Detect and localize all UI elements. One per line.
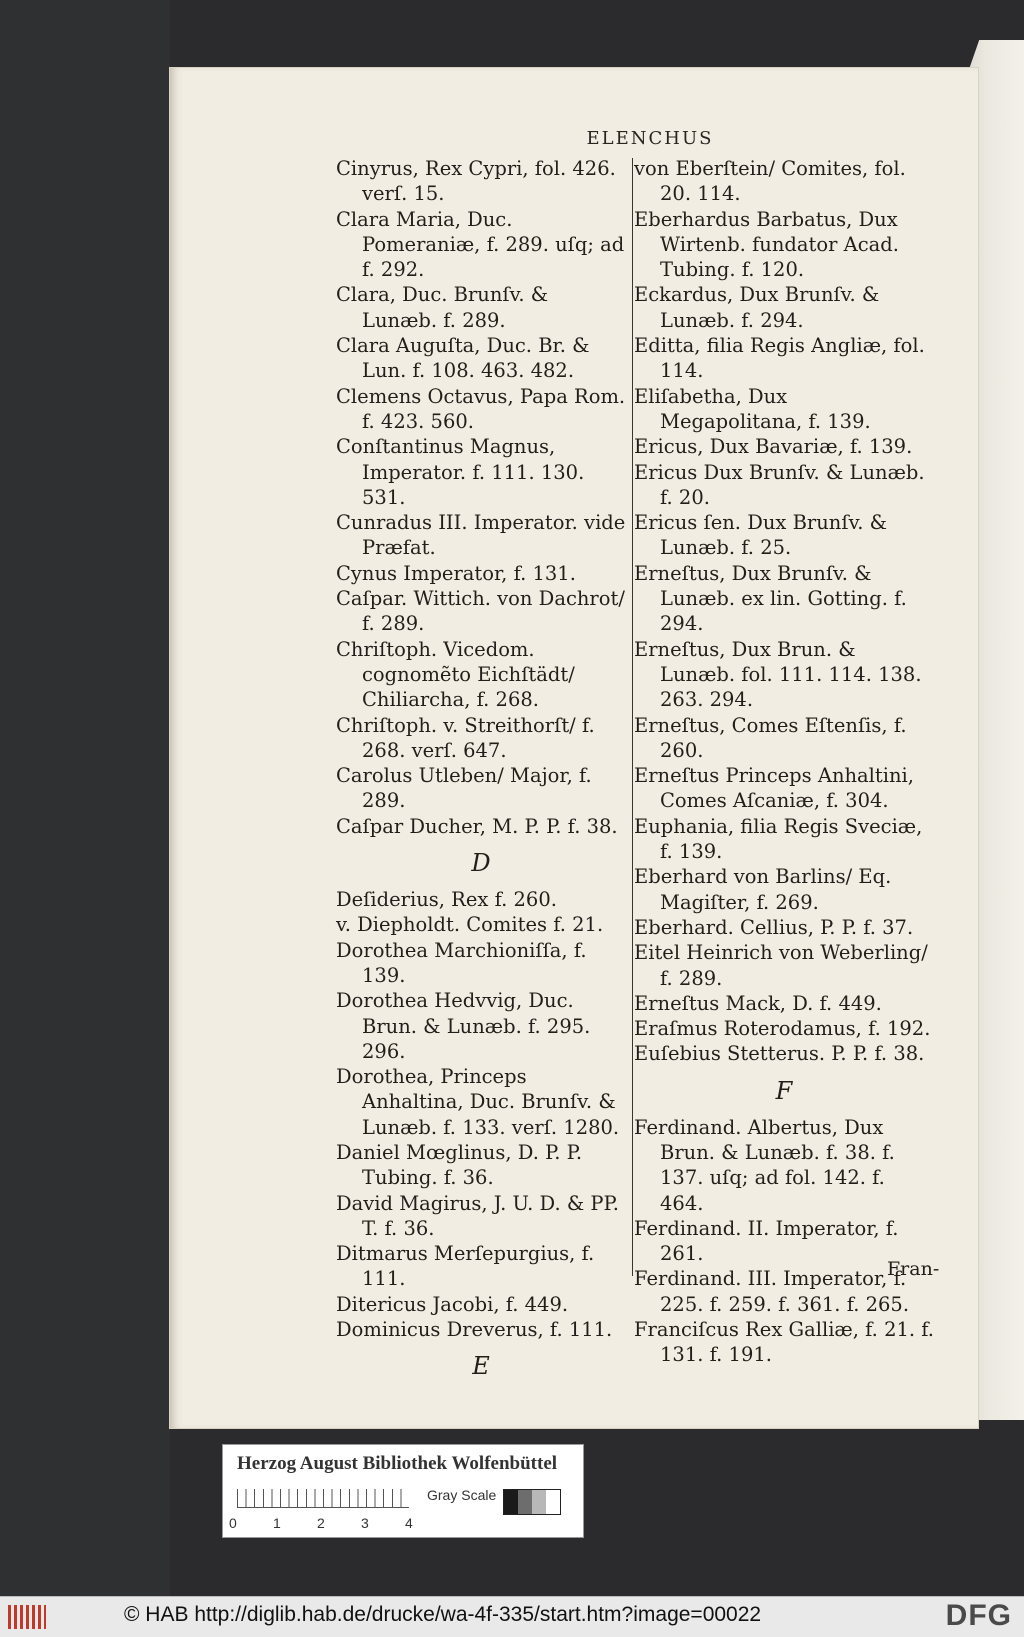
index-entry: Ericus ſen. Dux Brunſv. & Lunæb. f. 25. <box>634 511 888 560</box>
ruler-number: 1 <box>273 1515 281 1531</box>
index-entry: Caſpar. Wittich. von Dachrot/ f. 289. <box>336 587 625 636</box>
color-scale-card <box>222 1444 584 1538</box>
index-entry: Ericus Dux Brunſv. & Lunæb. f. 20. <box>634 460 925 509</box>
index-entry: Conſtantinus Magnus, Imperator. f. 111. 130. 531. <box>336 435 585 509</box>
index-entry: Chriſtoph. Vicedom. cognomẽto Eichſtädt/ Chiliarcha, f. 268. <box>336 637 575 712</box>
index-entry: Eberhard von Barlins/ Eq. Magiſter, f. 269. <box>634 865 892 914</box>
ruler-number: 0 <box>229 1515 237 1531</box>
hab-logo-icon <box>8 1605 46 1629</box>
index-entry: Cunradus III. Imperator. vide Præfat. <box>336 511 626 560</box>
index-entry: Daniel Mœglinus, D. P. P. Tubing. f. 36. <box>336 1140 583 1190</box>
index-entry: Dorothea, Princeps Anhaltina, Duc. Brunſv. & Lunæb. f. 133. verſ. 1280. <box>336 1065 620 1139</box>
index-entry: Eitel Heinrich von Weberling/ f. 289. <box>634 941 928 990</box>
section-letter-d: D <box>471 849 491 878</box>
index-entry: Editta, filia Regis Angliæ, fol. 114. <box>634 334 925 383</box>
index-entry: Cynus Imperator, f. 131. <box>336 561 576 585</box>
ruler-number: 2 <box>317 1515 325 1531</box>
gray-swatches <box>503 1489 561 1515</box>
index-entry: Carolus Utleben/ Major, f. 289. <box>336 764 592 813</box>
index-entry: Euſebius Stetterus. P. P. f. 38. <box>634 1042 925 1066</box>
index-entry: Ditericus Jacobi, f. 449. <box>336 1292 569 1316</box>
index-entry: Dorothea Hedvvig, Duc. Brun. & Lunæb. f. 295. 296. <box>336 989 591 1063</box>
index-entry: Euphania, filia Regis Sveciæ, f. 139. <box>634 814 923 864</box>
index-entry: Erneſtus, Dux Brunſv. & Lunæb. ex lin. Gotting. f. 294. <box>634 561 907 636</box>
swatch <box>532 1490 546 1514</box>
swatch <box>518 1490 532 1514</box>
index-entry: Clara Maria, Duc. Pomeraniæ, f. 289. uſq; ad f. 292. <box>336 207 625 282</box>
section-letter-e: E <box>472 1352 490 1381</box>
index-entry: Eberhardus Barbatus, Dux Wirtenb. fundator Acad. Tubing. f. 120. <box>634 207 899 282</box>
index-entry: Eliſabetha, Dux Megapolitana, f. 139. <box>634 384 871 433</box>
scan-backdrop <box>0 0 170 1596</box>
page-heading: ELENCHUS <box>586 128 714 149</box>
dfg-logo: DFG <box>945 1599 1012 1632</box>
index-entry: Caſpar Ducher, M. P. P. f. 38. <box>336 814 618 838</box>
index-entry: Deſiderius, Rex f. 260. <box>336 888 557 912</box>
index-entry: v. Diepholdt. Comites f. 21. <box>336 913 604 937</box>
source-url[interactable]: © HAB http://diglib.hab.de/drucke/wa-4f-335/start.htm?image=00022 <box>124 1603 762 1626</box>
index-entry: Erneſtus Princeps Anhaltini, Comes Aſcaniæ, f. 304. <box>634 764 914 813</box>
index-entry: Erneſtus, Comes Eſtenſis, f. 260. <box>634 713 907 762</box>
index-entry: Erneſtus, Dux Brun. & Lunæb. fol. 111. 114. 138. 263. 294. <box>634 637 922 712</box>
index-entry: Dorothea Marchioniſſa, f. 139. <box>336 938 587 987</box>
viewer-footer <box>0 1596 1024 1637</box>
ruler-number: 4 <box>405 1515 413 1531</box>
gray-scale-label: Gray Scale <box>427 1487 497 1503</box>
index-entry: von Eberſtein/ Comites, fol. 20. 114. <box>634 157 906 206</box>
index-entry: Clemens Octavus, Papa Rom. f. 423. 560. <box>336 384 626 433</box>
index-entry: Eberhard. Cellius, P. P. f. 37. <box>634 915 914 939</box>
index-entry: Ditmarus Merſepurgius, f. 111. <box>336 1242 595 1291</box>
index-entry: Erneſtus Mack, D. f. 449. <box>634 991 882 1015</box>
index-entry: Cinyrus, Rex Cypri, fol. 426. verſ. 15. <box>336 157 616 206</box>
section-letter-f: F <box>775 1076 793 1105</box>
swatch <box>546 1490 560 1514</box>
index-entry: Ferdinand. II. Imperator, f. 261. <box>634 1216 899 1266</box>
swatch <box>504 1490 518 1514</box>
index-entry: Chriſtoph. v. Streithorſt/ f. 268. verſ. 647. <box>336 713 595 762</box>
index-entry: Clara Auguſta, Duc. Br. & Lun. f. 108. 463. 482. <box>336 334 590 383</box>
index-entry: Eckardus, Dux Brunſv. & Lunæb. f. 294. <box>634 283 880 332</box>
catchword: Fran- <box>887 1258 940 1280</box>
index-entry: Ferdinand. III. Imperator, f. 225. f. 259. f. 361. f. 265. <box>634 1267 910 1316</box>
library-name: Herzog August Bibliothek Wolfenbüttel <box>237 1453 558 1474</box>
index-entry: Clara, Duc. Brunſv. & Lunæb. f. 289. <box>336 283 549 332</box>
ruler-icon <box>237 1489 409 1508</box>
index-entry: Franciſcus Rex Galliæ, f. 21. f. 131. f. 191. <box>634 1318 935 1367</box>
index-entry: Eraſmus Roterodamus, f. 192. <box>634 1017 931 1041</box>
book-page <box>170 68 978 1428</box>
index-entry: Dominicus Dreverus, f. 111. <box>336 1318 613 1342</box>
ruler-number: 3 <box>361 1515 369 1531</box>
index-entry: Ericus, Dux Bavariæ, f. 139. <box>634 435 913 459</box>
column-divider <box>632 158 633 1276</box>
index-entry: Ferdinand. Albertus, Dux Brun. & Lunæb. f. 38. f. 137. uſq; ad fol. 142. f. 464. <box>634 1115 895 1215</box>
left-index-column <box>336 156 626 1390</box>
right-index-column <box>634 156 934 1368</box>
index-entry: David Magirus, J. U. D. & PP. T. f. 36. <box>336 1191 619 1240</box>
